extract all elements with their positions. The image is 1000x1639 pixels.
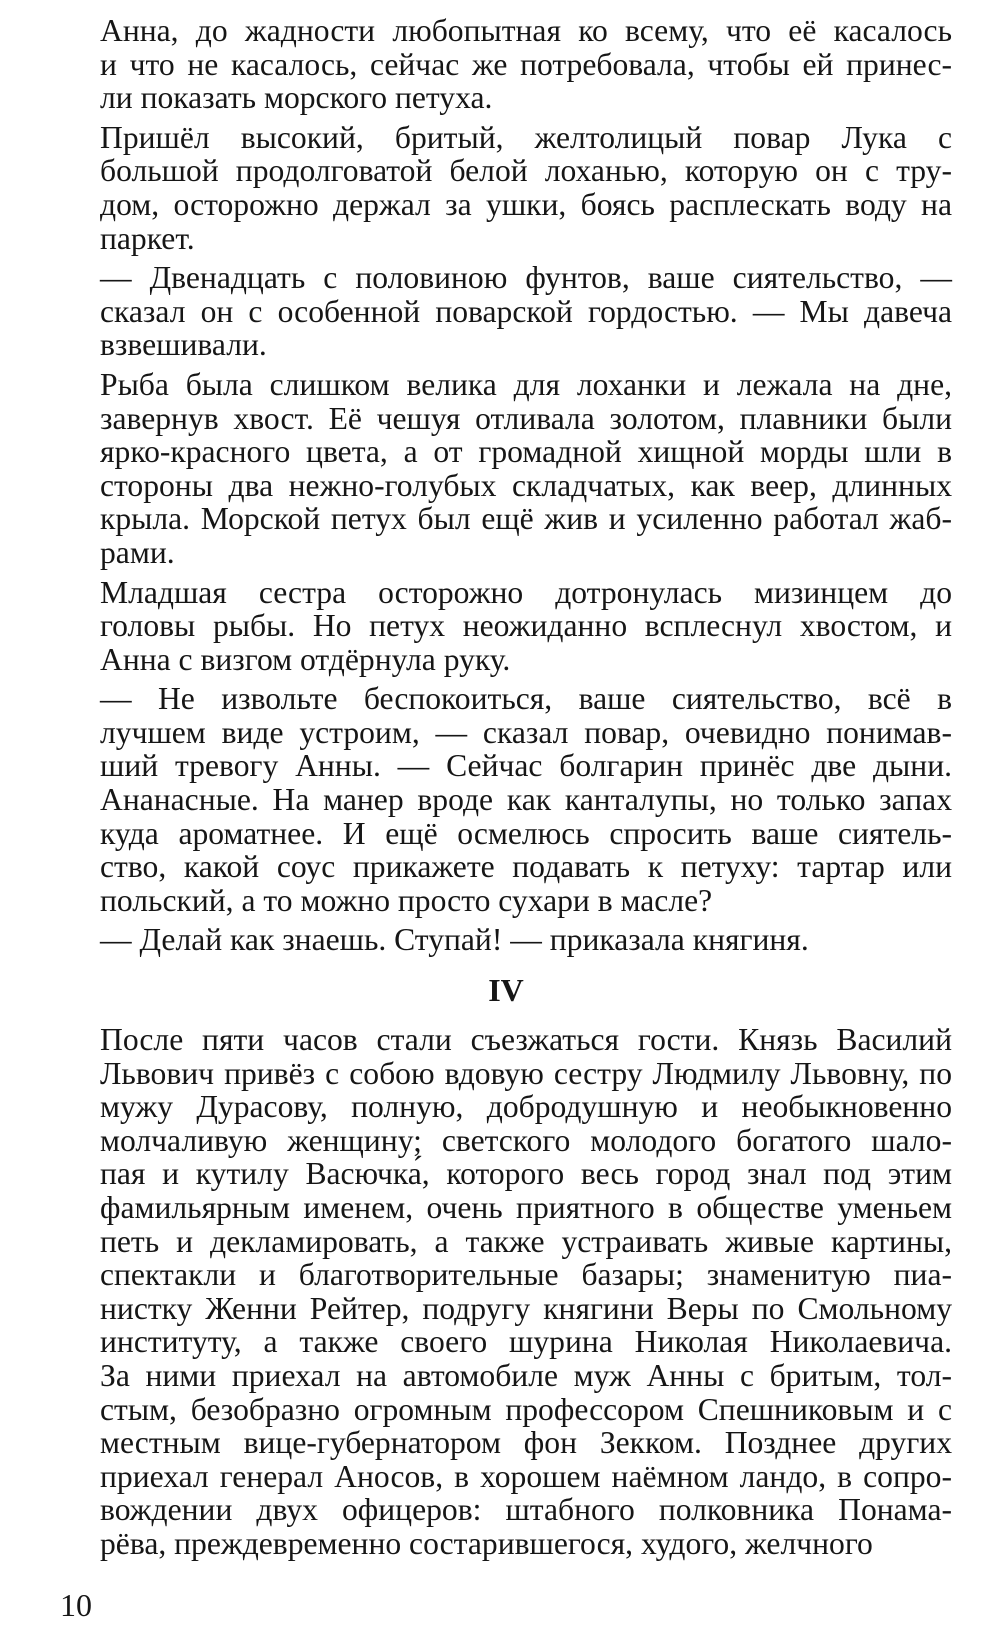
text-line: Пришёл высокий, бритый, желтолицый повар Лука с [100, 119, 952, 155]
text-line: Ананасные. На манер вроде как канталупы, но только запах [100, 782, 952, 818]
text-line: приехал генерал Аносов, в хорошем наёмном ландо, в сопро- [100, 1458, 952, 1494]
text-line: институту, а также своего шурина Николая Николаевича. [100, 1324, 952, 1360]
text-line: — Двенадцать с половиною фунтов, ваше сиятельство, — [100, 260, 952, 296]
text-line: После пяти часов стали съезжаться гости. Князь Василий [100, 1022, 952, 1058]
paragraph [60, 121, 952, 255]
text-line: Анна, до жадности любопытная ко всему, что её касалось [100, 13, 952, 48]
text-line: нистку Женни Рейтер, подругу княгини Веры по Смольному [100, 1290, 952, 1326]
text-line: рёва, преждевременно состарившегося, худого, желчного [100, 1525, 873, 1561]
text-line: петь и декламировать, а также устраивать живые картины, [100, 1223, 952, 1259]
text-line: мужу Дурасову, полную, добродушную и необыкновенно [100, 1089, 952, 1125]
paragraph [60, 1023, 952, 1561]
text-line: рами. [100, 534, 175, 570]
text-line: куда ароматнее. И ещё осмелюсь спросить ваше сиятель- [100, 815, 952, 851]
text-block-before-heading [60, 14, 952, 957]
text-line: Анна с визгом отдёрнула руку. [100, 641, 511, 677]
paragraph [60, 682, 952, 917]
paragraph [60, 261, 952, 362]
text-line: ший тревогу Анны. — Сейчас болгарин принёс две дыни. [100, 748, 952, 784]
text-line: крыла. Морской петух был ещё жив и усиленно работал жаб- [100, 501, 952, 537]
text-line: ли показать морского петуха. [100, 80, 493, 116]
text-line: спектакли и благотворительные базары; знаменитую пиа- [100, 1257, 952, 1293]
text-line: взвешивали. [100, 327, 267, 363]
text-line: Младшая сестра осторожно дотронулась мизинцем до [100, 574, 952, 610]
text-line: стым, безобразно огромным профессором Спешниковым и с [100, 1391, 952, 1427]
text-line: польский, а то можно просто сухари в масле? [100, 882, 713, 918]
text-line: сказал он с особенной поварской гордостью. — Мы давеча [100, 293, 952, 329]
paragraph [60, 14, 952, 115]
text-line: Рыба была слишком велика для лоханки и лежала на дне, [100, 366, 952, 402]
page-text [60, 14, 952, 1567]
text-line: Львович привёз с собою вдовую сестру Людмилу Львовну, по [100, 1055, 952, 1091]
paragraph [60, 923, 952, 957]
page-number: 10 [60, 1587, 92, 1623]
text-line: местным вице-губернатором фон Зекком. Позднее других [100, 1425, 952, 1461]
text-line: паркет. [100, 220, 195, 256]
paragraph [60, 576, 952, 677]
text-line: молчаливую женщину; светского молодого богатого шало- [100, 1122, 952, 1158]
text-line: и что не касалось, сейчас же потребовала, чтобы ей принес- [100, 46, 952, 82]
text-line: — Делай как знаешь. Ступай! — приказала княгиня. [100, 922, 809, 958]
text-line: ство, какой соус прикажете подавать к петуху: тартар или [100, 849, 952, 885]
text-line: пая и кутилу Васючка́, которого весь город знал под этим [100, 1156, 952, 1192]
text-line: дом, осторожно держал за ушки, боясь расплескать воду на [100, 186, 952, 222]
paragraph [60, 368, 952, 570]
text-line: — Не извольте беспокоиться, ваше сиятельство, всё в [100, 681, 952, 717]
text-line: фамильярным именем, очень приятного в обществе уменьем [100, 1190, 952, 1225]
text-line: большой продолговатой белой лоханью, которую он с тру- [100, 153, 952, 189]
text-line: лучшем виде устроим, — сказал повар, очевидно понимав- [100, 714, 952, 750]
text-block-after-heading [60, 1023, 952, 1561]
text-line: завернув хвост. Её чешуя отливала золотом, плавники были [100, 400, 952, 436]
text-line: ярко-красного цвета, а от громадной хищной морды шли в [100, 434, 952, 470]
text-line: головы рыбы. Но петух неожиданно всплеснул хвостом, и [100, 608, 952, 644]
chapter-heading: IV [488, 972, 524, 1009]
text-line: вождении двух офицеров: штабного полковника Понама- [100, 1492, 952, 1528]
text-line: За ними приехал на автомобиле муж Анны с бритым, тол- [100, 1357, 952, 1393]
text-line: стороны два нежно-голубых складчатых, как веер, длинных [100, 467, 952, 503]
